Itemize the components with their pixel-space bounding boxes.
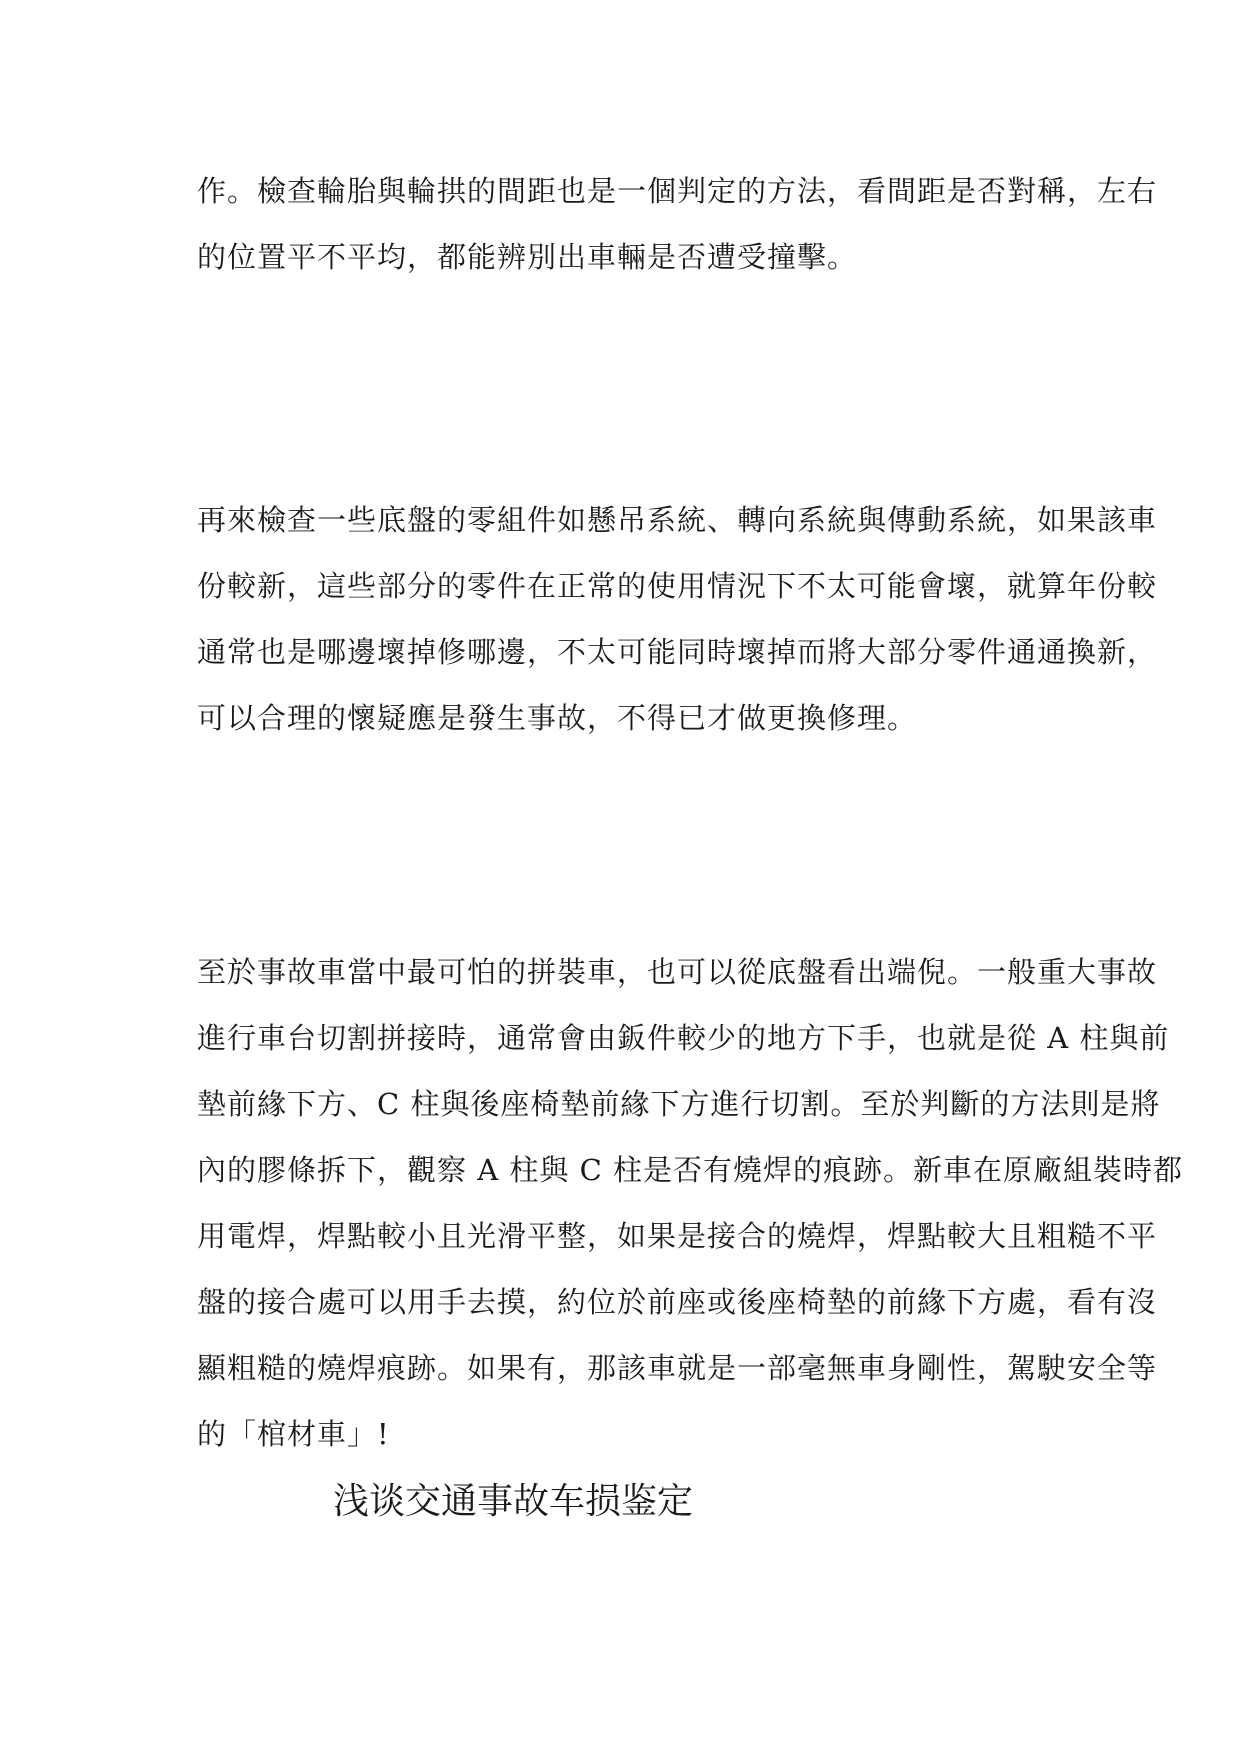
text-line: 顯粗糙的燒焊痕跡。如果有，那該車就是一部毫無車身剛性，駕駛安全等: [197, 1351, 1158, 1385]
text-line: 進行車台切割拼接時，通常會由鈑件較少的地方下手，也就是從 A 柱與前: [197, 1021, 1170, 1055]
text-line: 再來檢查一些底盤的零組件如懸吊系統、轉向系統與傳動系統，如果該車: [197, 503, 1158, 537]
paragraph-1: [197, 158, 1157, 290]
text-line: 內的膠條拆下，觀察 A 柱與 C 柱是否有燒焊的痕跡。新車在原廠組裝時都: [197, 1153, 1184, 1187]
paragraph-3: [197, 939, 1183, 1467]
text-line: 用電焊，焊點較小且光滑平整，如果是接合的燒焊，焊點較大且粗糙不平: [197, 1219, 1158, 1253]
text-line: 的位置平不平均，都能辨別出車輛是否遭受撞擊。: [197, 240, 858, 274]
text-line: 的「棺材車」!: [197, 1417, 390, 1451]
text-line: 通常也是哪邊壞掉修哪邊，不太可能同時壞掉而將大部分零件通通換新，: [197, 635, 1158, 669]
text-line: 可以合理的懷疑應是發生事故，不得已才做更換修理。: [197, 701, 918, 735]
section-title: 浅谈交通事故车损鉴定: [333, 1481, 694, 1522]
text-line: 墊前緣下方、C 柱與後座椅墊前緣下方進行切割。至於判斷的方法則是將: [197, 1087, 1161, 1121]
text-line: 份較新，這些部分的零件在正常的使用情況下不太可能會壞，就算年份較: [197, 569, 1158, 603]
text-line: 作。檢查輪胎與輪拱的間距也是一個判定的方法，看間距是否對稱，左右: [197, 174, 1158, 208]
text-line: 盤的接合處可以用手去摸，約位於前座或後座椅墊的前緣下方處，看有沒: [197, 1285, 1158, 1319]
text-line: 至於事故車當中最可怕的拼裝車，也可以從底盤看出端倪。一般重大事故: [197, 955, 1158, 989]
paragraph-2: [197, 487, 1157, 751]
